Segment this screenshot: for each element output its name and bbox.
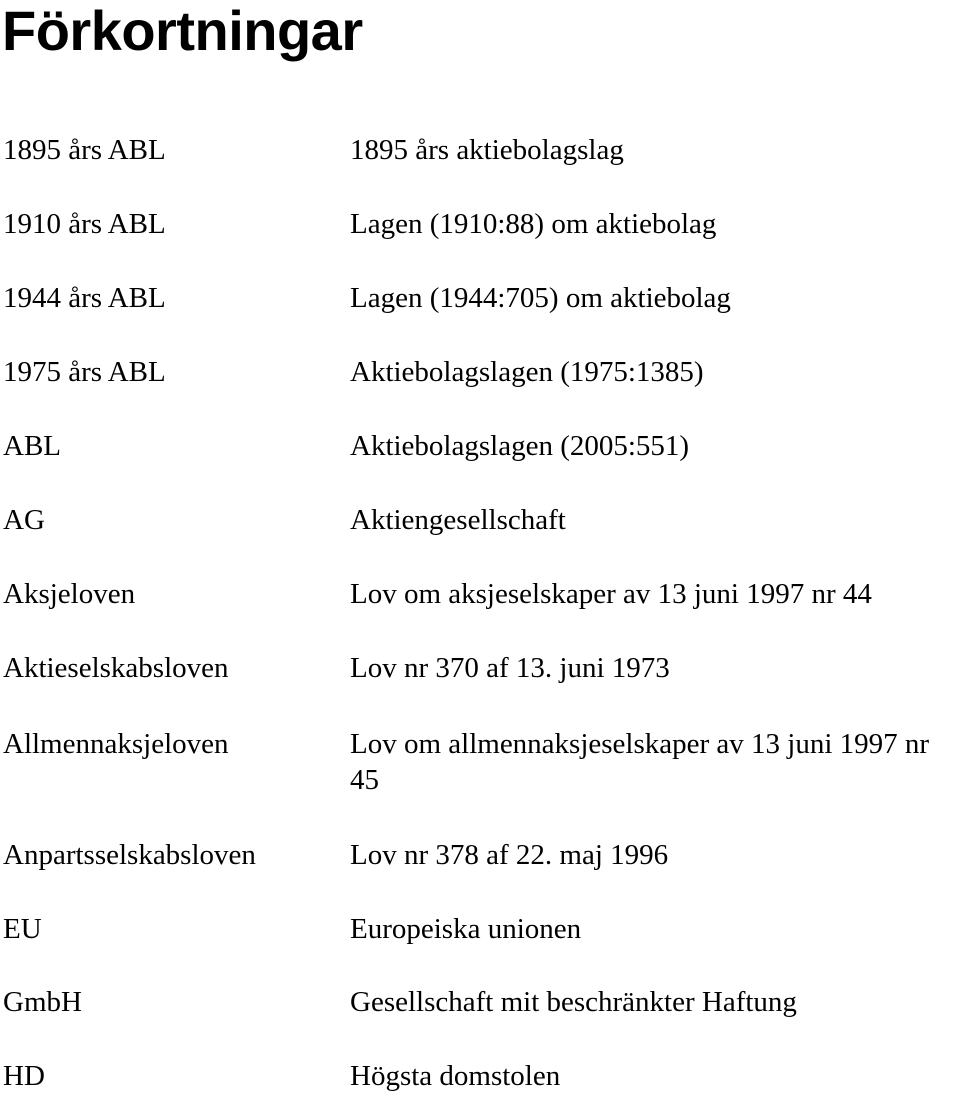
abbreviation-definition: Aktiebolagslagen (2005:551) bbox=[350, 430, 690, 462]
abbreviation-definition: Lov nr 378 af 22. maj 1996 bbox=[350, 839, 669, 871]
abbreviation-term: 1975 års ABL bbox=[3, 356, 166, 388]
abbreviation-definition: Lov om aksjeselskaper av 13 juni 1997 nr 44 bbox=[350, 578, 872, 610]
abbreviation-definition: Lov om allmennaksjeselskaper av 13 juni 1997 nr 45 bbox=[350, 728, 930, 796]
abbreviation-definition: 1895 års aktiebolagslag bbox=[350, 134, 624, 166]
abbreviation-term: HD bbox=[3, 1060, 45, 1092]
abbreviation-term: 1895 års ABL bbox=[3, 134, 166, 166]
abbreviation-definition: Lov nr 370 af 13. juni 1973 bbox=[350, 652, 670, 684]
abbreviation-term: 1910 års ABL bbox=[3, 208, 166, 240]
abbreviation-definition: Aktiengesellschaft bbox=[350, 504, 566, 536]
abbreviation-definition: Högsta domstolen bbox=[350, 1060, 561, 1092]
abbreviation-definition: Gesellschaft mit beschränkter Haftung bbox=[350, 986, 797, 1018]
abbreviation-term: ABL bbox=[3, 430, 61, 462]
abbreviation-term: Aktieselskabsloven bbox=[3, 652, 229, 684]
abbreviation-term: 1944 års ABL bbox=[3, 282, 166, 314]
abbreviation-term: EU bbox=[3, 913, 42, 945]
abbreviation-definition: Europeiska unionen bbox=[350, 913, 582, 945]
abbreviation-term: Allmennaksjeloven bbox=[3, 728, 229, 760]
abbreviation-term: GmbH bbox=[3, 986, 82, 1018]
abbreviation-definition: Aktiebolagslagen (1975:1385) bbox=[350, 356, 704, 388]
abbreviation-term: AG bbox=[3, 504, 45, 536]
abbreviation-term: Aksjeloven bbox=[3, 578, 136, 610]
abbreviation-definition: Lagen (1910:88) om aktiebolag bbox=[350, 208, 717, 240]
abbreviation-term: Anpartsselskabsloven bbox=[3, 839, 256, 871]
abbreviation-definition: Lagen (1944:705) om aktiebolag bbox=[350, 282, 731, 314]
page-title: Förkortningar bbox=[2, 0, 363, 62]
